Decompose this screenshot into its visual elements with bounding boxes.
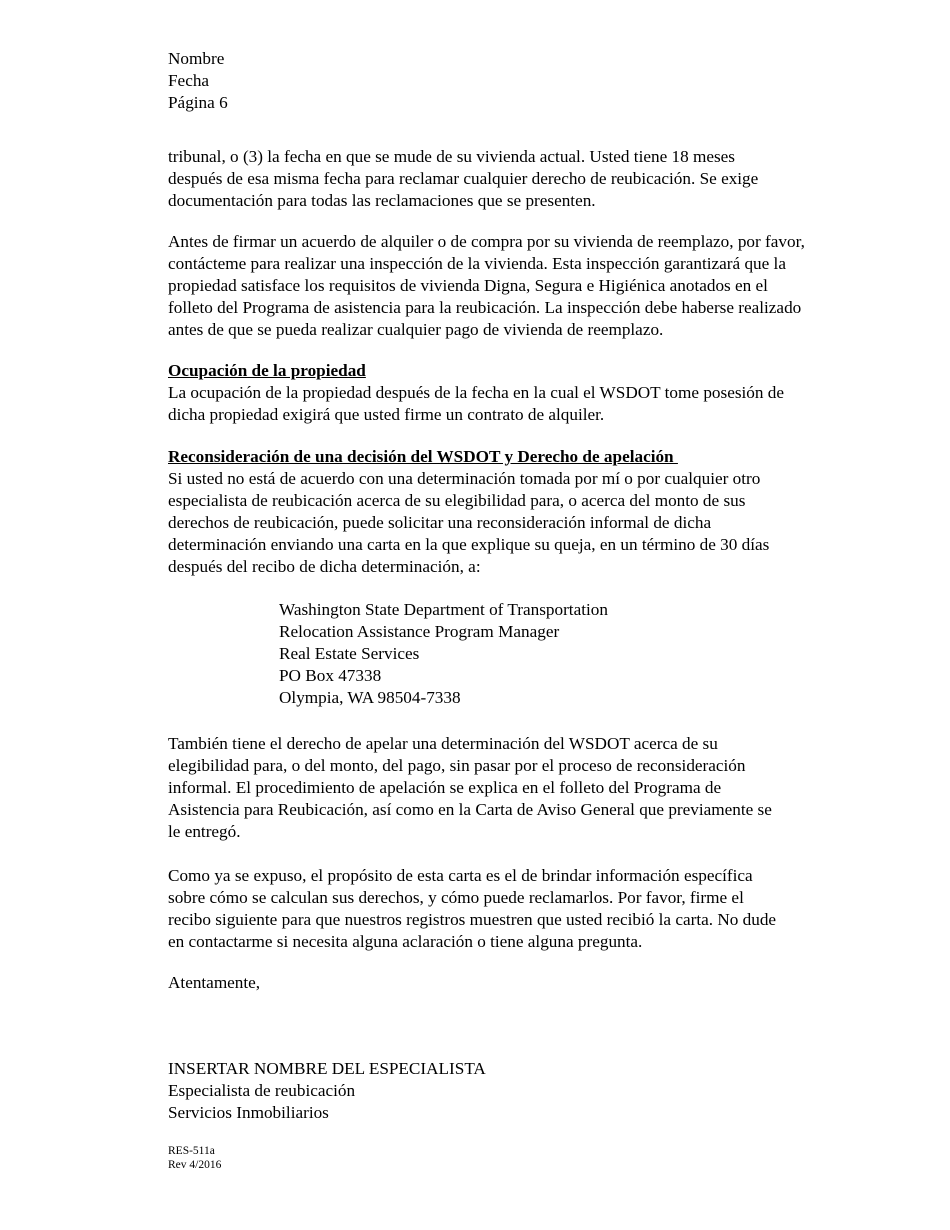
paragraph-purpose: Como ya se expuso, el propósito de esta carta es el de brindar información específica sobre cómo se calculan sus derechos, y cómo puede reclamarlos. Por favor, firme el recibo siguiente para que nuestros registros muestren que usted recibió la carta. No dude en contactarme si necesita alguna aclaración o tiene alguna pregunta. bbox=[168, 866, 777, 951]
letter-header bbox=[168, 48, 868, 114]
occupancy-heading: Ocupación de la propiedad bbox=[168, 361, 366, 380]
header-page-number: Página 6 bbox=[168, 93, 228, 112]
form-footer bbox=[168, 1144, 221, 1172]
form-revision: Rev 4/2016 bbox=[168, 1159, 222, 1171]
paragraph-appeal-right: También tiene el derecho de apelar una determinación del WSDOT acerca de su elegibilidad para, o del monto, del pago, sin pasar por el proceso de reconsideración informal. El procedimiento de apelación se explica en el folleto del Programa de Asistencia para Reubicación, así como en la Carta de Aviso General que previamente se le entregó. bbox=[168, 734, 772, 841]
paragraph-inspection: Antes de firmar un acuerdo de alquiler o de compra por su vivienda de reemplazo, por favor, contácteme para realizar una inspección de la vivienda. Esta inspección garantizará que la propiedad satisface los requisitos de vivienda Digna, Segura e Higiénica anotados en el folleto del Programa de asistencia para la reubicación. La inspección debe haberse realizado antes de que se pueda realizar cualquier pago de vivienda de reemplazo. bbox=[168, 232, 805, 339]
specialist-title: Especialista de reubicación bbox=[168, 1081, 356, 1100]
form-code: RES-511a bbox=[168, 1145, 215, 1157]
specialist-department: Servicios Inmobiliarios bbox=[168, 1103, 329, 1122]
paragraph-occupancy: La ocupación de la propiedad después de la fecha en la cual el WSDOT tome posesión de dicha propiedad exigirá que usted firme un contrato de alquiler. bbox=[168, 383, 784, 424]
address-line-4: PO Box 47338 bbox=[279, 666, 382, 685]
header-name: Nombre bbox=[168, 49, 225, 68]
signature-block bbox=[168, 1058, 868, 1124]
address-line-1: Washington State Department of Transportation bbox=[279, 600, 608, 619]
closing-salutation: Atentamente, bbox=[168, 973, 261, 992]
paragraph-reconsideration: Si usted no está de acuerdo con una determinación tomada por mí o por cualquier otro especialista de reubicación acerca de su elegibilidad para, o acerca del monto de sus derechos de reubicación, puede solicitar una reconsideración informal de dicha determinación enviando una carta en la que explique su queja, en un término de 30 días después del recibo de dicha determinación, a: bbox=[168, 469, 770, 576]
appeal-heading: Reconsideración de una decisión del WSDOT y Derecho de apelación bbox=[168, 447, 678, 466]
specialist-name: INSERTAR NOMBRE DEL ESPECIALISTA bbox=[168, 1059, 486, 1078]
address-line-2: Relocation Assistance Program Manager bbox=[279, 622, 560, 641]
address-line-3: Real Estate Services bbox=[279, 644, 420, 663]
address-line-5: Olympia, WA 98504-7338 bbox=[279, 688, 461, 707]
paragraph-claim-deadline: tribunal, o (3) la fecha en que se mude de su vivienda actual. Usted tiene 18 meses después de esa misma fecha para reclamar cualquier derecho de reubicación. Se exige documentación para todas las reclamaciones que se presenten. bbox=[168, 147, 759, 210]
header-date: Fecha bbox=[168, 71, 210, 90]
mailing-address bbox=[279, 599, 868, 709]
section-occupancy bbox=[168, 360, 868, 426]
section-appeal bbox=[168, 446, 868, 578]
letter-page bbox=[168, 48, 868, 1124]
